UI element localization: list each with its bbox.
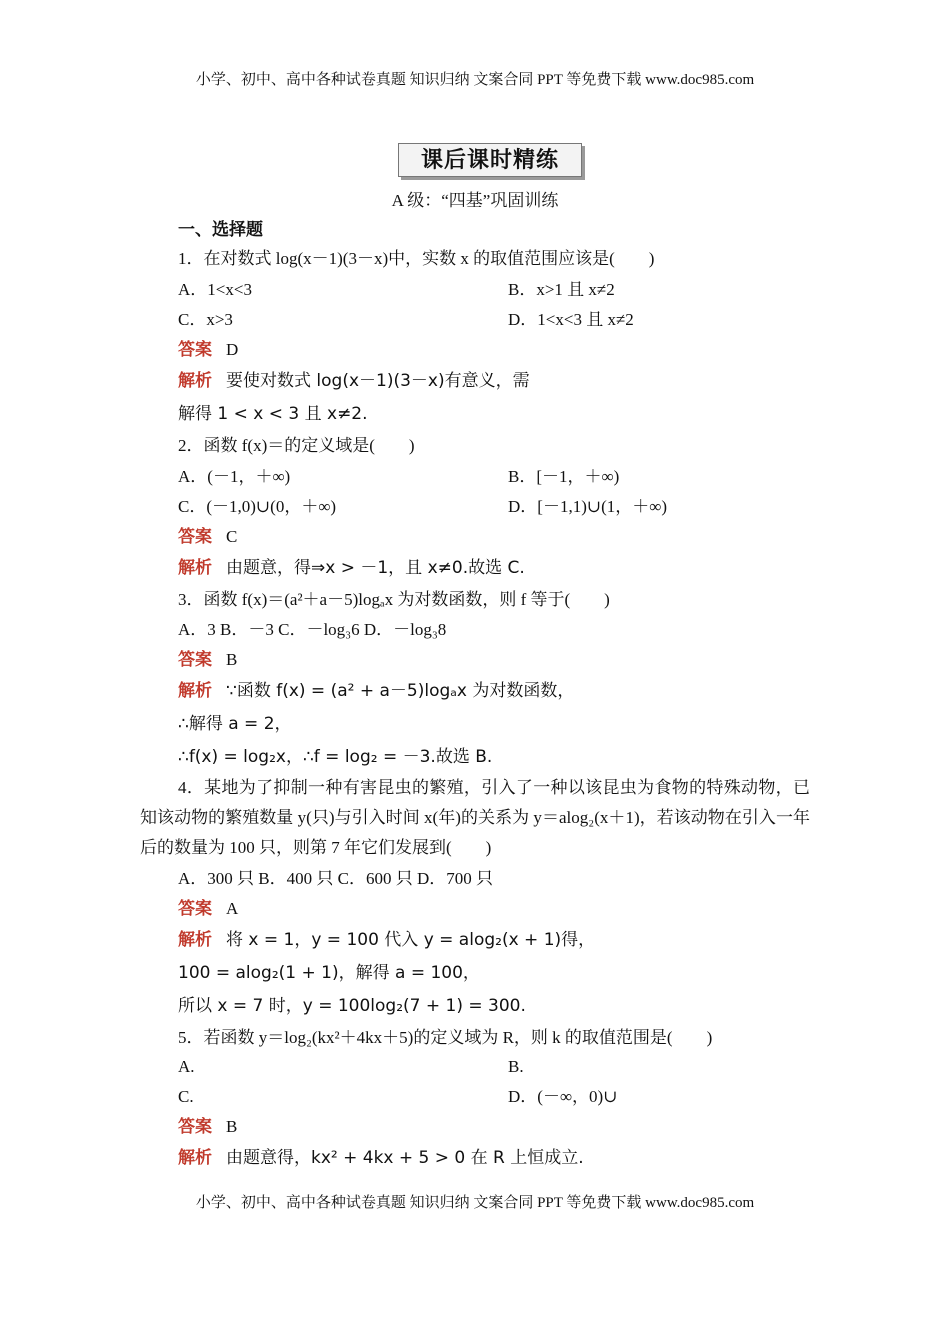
- answer-label: 答案: [178, 527, 212, 547]
- q5-option-a: A.: [178, 1057, 195, 1076]
- q4-answer-line: [178, 898, 238, 920]
- q5-answer-line: [178, 1116, 237, 1138]
- q3-answer: B: [226, 650, 238, 669]
- q3-answer-line: [178, 649, 237, 671]
- answer-label: 答案: [178, 899, 212, 919]
- q1-option-b: B．x>1 且 x≠2: [508, 280, 615, 299]
- q4-analysis-line: [178, 929, 595, 951]
- q3-analysis-line: [178, 680, 574, 702]
- q5-option-d: D．(－∞，0)∪: [508, 1087, 618, 1106]
- question-3-stem: 3．函数 f(x)＝(a²＋a－5)logₐx 为对数函数，则 f 等于( ): [178, 590, 610, 609]
- q3-solution-2: ∴解得 a = 2，: [178, 714, 292, 734]
- q5-answer: B: [226, 1117, 238, 1136]
- q5-solution-1: 由题意得，kx² + 4kx + 5 > 0 在 R 上恒成立.: [226, 1148, 584, 1168]
- q2-option-d: D．[－1,1)∪(1，＋∞): [508, 497, 668, 516]
- q3-solution-1: ∵函数 f(x) = (a² + a－5)logₐx 为对数函数，: [226, 681, 575, 701]
- page-footer: 小学、初中、高中各种试卷真题 知识归纳 文案合同 PPT 等免费下载 www.doc985.com: [195, 1195, 755, 1211]
- analysis-label: 解析: [178, 1148, 212, 1168]
- question-1-stem: 1．在对数式 log(x－1)(3－x)中，实数 x 的取值范围应该是( ): [178, 249, 655, 268]
- question-5-stem: 5．若函数 y＝log₂(kx²＋4kx＋5)的定义域为 R，则 k 的取值范围是( ): [178, 1028, 713, 1047]
- answer-label: 答案: [178, 340, 212, 360]
- level-heading: A 级：“四基”巩固训练: [391, 191, 559, 210]
- q1-solution-1: 要使对数式 log(x－1)(3－x)有意义，需: [226, 371, 530, 391]
- q5-option-c: C.: [178, 1087, 194, 1106]
- q1-option-a: A．1<x<3: [178, 280, 252, 299]
- section-heading: 一、选择题: [178, 220, 263, 239]
- q4-solution-3: 所以 x = 7 时，y = 100log₂(7 + 1) = 300.: [178, 996, 526, 1016]
- q2-option-c: C．(－1,0)∪(0，＋∞): [178, 497, 337, 516]
- q5-option-b: B.: [508, 1057, 524, 1076]
- q4-options: A．300 只 B．400 只 C．600 只 D．700 只: [178, 869, 493, 888]
- q2-solution-1: 由题意，得⇒x > －1，且 x≠0.故选 C.: [226, 558, 525, 578]
- q2-option-b: B．[－1，＋∞): [508, 467, 620, 486]
- analysis-label: 解析: [178, 558, 212, 578]
- q4-answer: A: [226, 899, 239, 918]
- page-header: 小学、初中、高中各种试卷真题 知识归纳 文案合同 PPT 等免费下载 www.doc985.com: [195, 72, 755, 88]
- q5-analysis-line: [178, 1147, 584, 1169]
- answer-label: 答案: [178, 1117, 212, 1137]
- section-title: 课后课时精练: [398, 143, 582, 177]
- q4-solution-2: 100 = alog₂(1 + 1)，解得 a = 100，: [178, 963, 480, 983]
- q4-solution-1: 将 x = 1，y = 100 代入 y = alog₂(x + 1)得，: [226, 930, 596, 950]
- q1-answer: D: [226, 340, 239, 359]
- q2-answer: C: [226, 527, 238, 546]
- analysis-label: 解析: [178, 681, 212, 701]
- question-4-stem: 4．某地为了抑制一种有害昆虫的繁殖，引入了一种以该昆虫为食物的特殊动物，已知该动物的繁殖数量 y(只)与引入时间 x(年)的关系为 y＝alog₂(x＋1)，若该动物在引入一年后的数量为 100 只，则第 7 年它们发展到( ): [140, 778, 810, 857]
- q1-answer-line: [178, 339, 238, 361]
- q1-solution-2: 解得 1 < x < 3 且 x≠2.: [178, 404, 368, 424]
- q3-solution-3: ∴f(x) = log₂x，∴f = log₂ = －3.故选 B.: [178, 747, 493, 767]
- answer-label: 答案: [178, 650, 212, 670]
- q1-option-c: C．x>3: [178, 310, 233, 329]
- q2-analysis-line: [178, 557, 525, 579]
- q1-option-d: D．1<x<3 且 x≠2: [508, 310, 634, 329]
- q2-answer-line: [178, 526, 237, 548]
- q1-analysis-line: [178, 370, 530, 392]
- question-2-stem: 2．函数 f(x)＝的定义域是( ): [178, 436, 415, 455]
- q2-option-a: A．(－1，＋∞): [178, 467, 291, 486]
- analysis-label: 解析: [178, 930, 212, 950]
- analysis-label: 解析: [178, 371, 212, 391]
- q3-options: A．3 B．－3 C．－log₃6 D．－log₃8: [178, 620, 447, 639]
